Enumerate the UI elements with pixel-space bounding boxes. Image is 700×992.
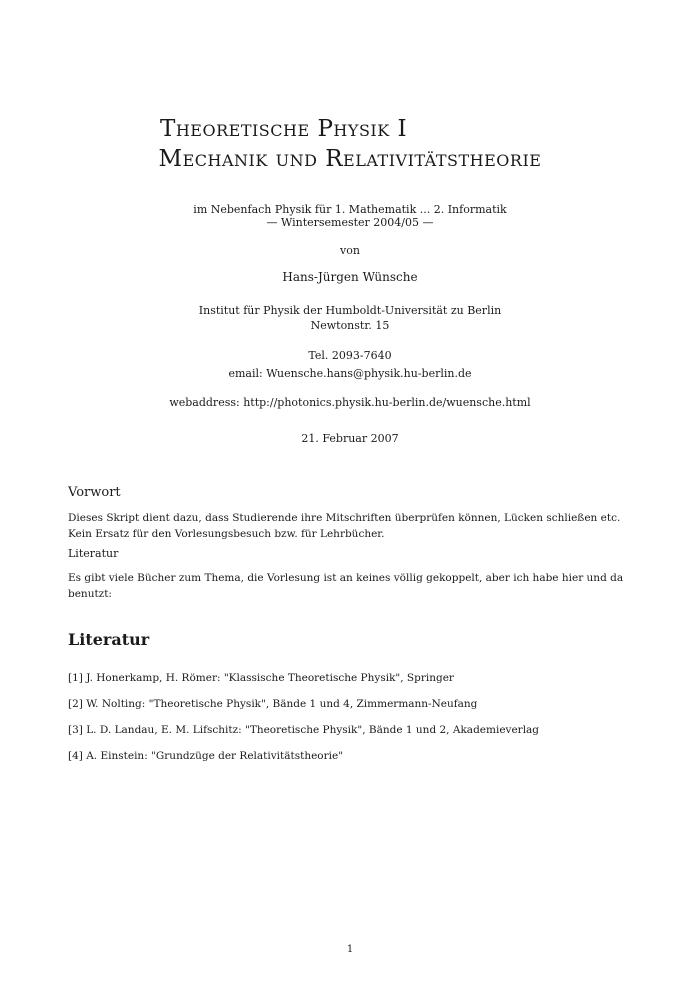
literatur-intro-heading: Literatur (68, 547, 119, 560)
vorwort-text: Dieses Skript dient dazu, dass Studierende ihre Mitschriften überprüfen können, Lücken schließen etc. Kein Ersatz für den Vorlesungsbesuch bzw. für Lehrbücher. (68, 512, 621, 540)
date-line: 21. Februar 2007 (301, 432, 399, 445)
reference-item: [1] J. Honerkamp, H. Römer: "Klassische Theoretische Physik", Springer (68, 672, 454, 684)
email-line: email: Wuensche.hans@physik.hu-berlin.de (228, 367, 472, 380)
reference-item: [3] L. D. Landau, E. M. Lifschitz: "Theoretische Physik", Bände 1 und 2, Akademieverlag (68, 724, 540, 736)
title-line-2: Mechanik und Relativitätstheorie (158, 146, 542, 172)
address-line: Newtonstr. 15 (310, 319, 390, 332)
literatur-section-heading: Literatur (68, 630, 150, 649)
vorwort-heading: Vorwort (68, 485, 121, 500)
literatur-intro-text: Es gibt viele Bücher zum Thema, die Vorlesung ist an keines völlig gekoppelt, aber ich habe hier und da benutzt: (68, 572, 624, 600)
course-line: im Nebenfach Physik für 1. Mathematik ... 2. Informatik (193, 203, 507, 216)
page-number: 1 (346, 944, 354, 955)
reference-item: [4] A. Einstein: "Grundzüge der Relativitätstheorie" (68, 750, 344, 762)
reference-item: [2] W. Nolting: "Theoretische Physik", Bände 1 und 4, Zimmermann-Neufang (68, 698, 478, 710)
von-label: von (340, 244, 360, 257)
author-name: Hans-Jürgen Wünsche (282, 270, 418, 284)
web-address-line: webaddress: http://photonics.physik.hu-berlin.de/wuensche.html (169, 396, 531, 409)
telephone-line: Tel. 2093-7640 (308, 349, 392, 362)
title-line-1: Theoretische Physik I (160, 116, 408, 142)
institute-line: Institut für Physik der Humboldt-Universität zu Berlin (198, 304, 502, 317)
semester-line: — Wintersemester 2004/05 — (266, 216, 434, 229)
